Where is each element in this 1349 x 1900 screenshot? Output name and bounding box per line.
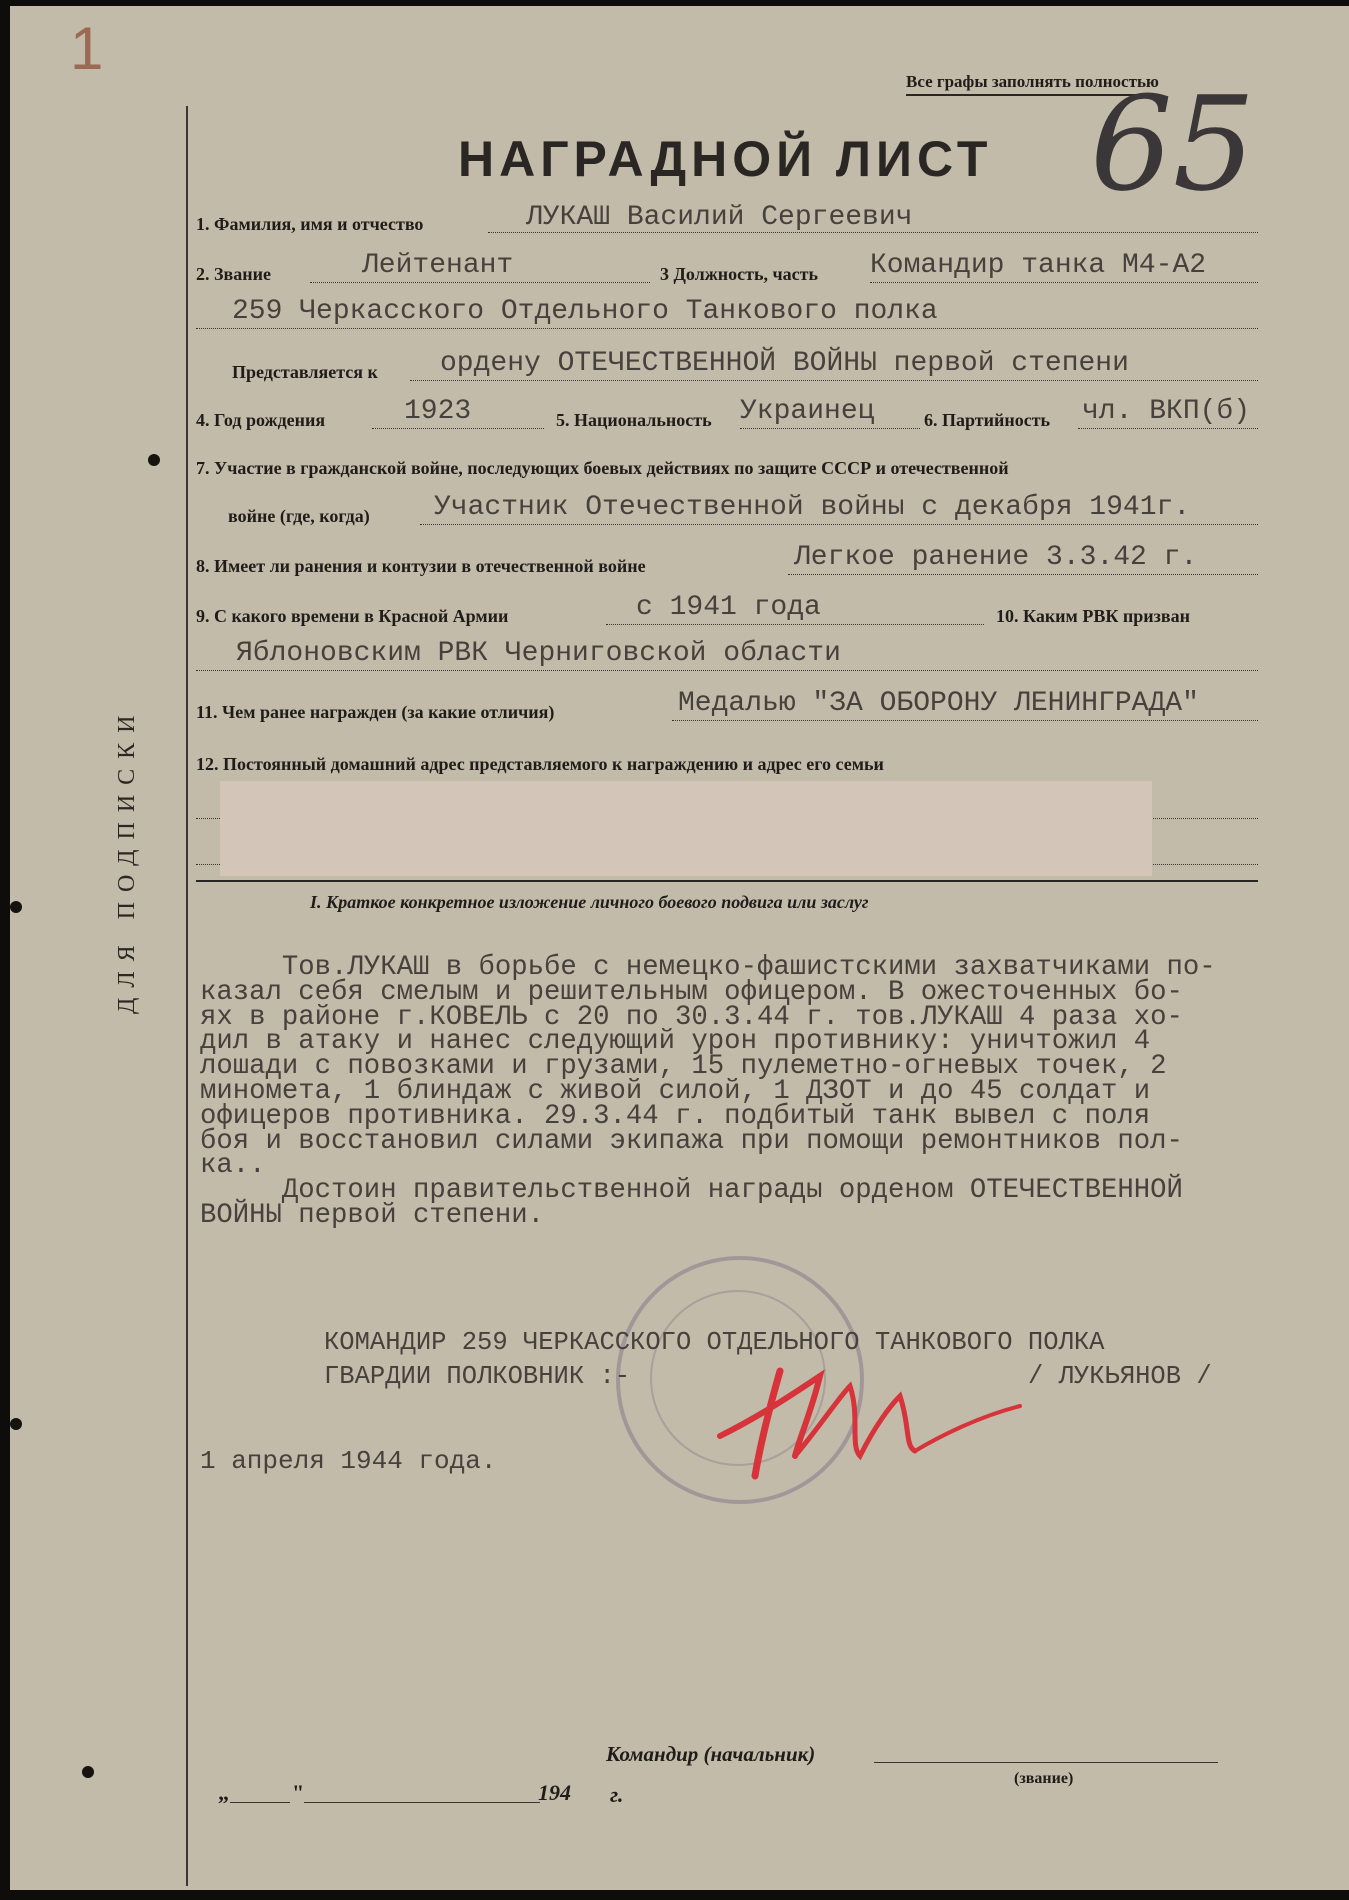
field-5-label: 5. Национальность [556,410,712,430]
binding-hole [10,901,22,913]
header-note: Все графы заполнять полностью [906,72,1159,96]
footer-date-open-quote: „ [218,1780,229,1805]
field-3-value: Командир танка М4-А2 [870,250,1207,281]
field-3-value-cont: 259 Черкасского Отдельного Танкового полка [232,296,938,327]
narrative-line: ВОЙНЫ первой степени. [200,1199,544,1231]
field-9-value: с 1941 года [636,592,821,623]
footer-year-suffix: г. [610,1782,624,1807]
field-8-label: 8. Имеет ли ранения и контузии в отечественной войне [196,556,646,576]
narrative [200,952,1216,1231]
document-sheet [10,6,1349,1890]
field-7-label: 7. Участие в гражданской войне, последующих боевых действиях по защите СССР и отечественной [196,458,1009,478]
field-10-value: Яблоновским РВК Черниговской области [236,638,841,669]
field-8-value: Легкое ранение 3.3.42 г. [794,542,1198,573]
narrative-line: Тов.ЛУКАШ в борьбе с немецко-фашистскими захватчиками по- [200,952,1216,983]
footer-date-close-quote: " [292,1780,305,1805]
field-10-label: 10. Каким РВК призван [996,606,1190,626]
field-2-value: Лейтенант [362,250,514,281]
section-title: I. Краткое конкретное изложение личного боевого подвига или заслуг [310,892,869,912]
binding-hole [10,1418,22,1430]
field-1-label: 1. Фамилия, имя и отчество [196,214,424,234]
signature-line-1: КОМАНДИР 259 ЧЕРКАССКОГО ОТДЕЛЬНОГО ТАНКОВОГО ПОЛКА [324,1328,1105,1357]
field-2-label: 2. Звание [196,264,271,284]
margin-rule [186,106,188,1886]
archive-corner-number: 1 [70,15,104,82]
footer-commander-label: Командир (начальник) [606,1742,816,1766]
field-9-label: 9. С какого времени в Красной Армии [196,606,509,626]
binding-hole [82,1766,94,1778]
nominated-value: ордену ОТЕЧЕСТВЕННОЙ ВОЙНЫ первой степени [440,348,1129,379]
field-4-label: 4. Год рождения [196,410,326,430]
field-1-value: ЛУКАШ Василий Сергеевич [526,202,913,233]
handwritten-number: 65 [1090,68,1256,220]
field-6-label: 6. Партийность [924,410,1051,430]
signature-line-2-right: / ЛУКЬЯНОВ / [1028,1362,1212,1391]
footer-year-prefix: 194 [538,1780,571,1805]
field-11-value: Медалью "ЗА ОБОРОНУ ЛЕНИНГРАДА" [678,688,1199,719]
field-3-label: 3 Должность, часть [660,264,819,284]
narrative-line: дил в атаку и нанес следующий урон противнику: уничтожил 4 [200,1026,1151,1058]
narrative-line: казал себя смелым и решительным офицером. В ожесточенных бо- [200,976,1183,1008]
field-11-label: 11. Чем ранее награжден (за какие отличия) [196,702,555,722]
field-7-value: Участник Отечественной войны с декабря 1941г. [434,492,1191,523]
narrative-line: лошади с повозками и грузами, 15 пулеметно-огневых точек, 2 [200,1051,1167,1083]
signature-date: 1 апреля 1944 года. [200,1446,497,1476]
field-4-value: 1923 [404,396,472,427]
redacted-address [220,781,1152,876]
page-title: НАГРАДНОЙ ЛИСТ [458,131,993,187]
footer-rank-label: (звание) [1014,1770,1074,1787]
narrative-line: боя и восстановил силами экипажа при помощи ремонтников пол- [200,1125,1183,1157]
nominated-label: Представляется к [232,362,378,382]
handwritten-signature [700,1336,1030,1496]
narrative-line: миномета, 1 блиндаж с живой силой, 1 ДЗОТ и до 45 солдат и [200,1075,1151,1107]
narrative-line: ка.. [200,1150,266,1182]
narrative-line: Достоин правительственной награды орденом ОТЕЧЕСТВЕННОЙ [200,1175,1183,1207]
binding-hole [148,454,160,466]
signature-line-2-left: ГВАРДИИ ПОЛКОВНИК :- [324,1362,631,1391]
field-5-value: Украинец [740,396,875,427]
narrative-line: ях в районе г.КОВЕЛЬ с 20 по 30.3.44 г. тов.ЛУКАШ 4 раза хо- [200,1001,1183,1033]
field-12-label: 12. Постоянный домашний адрес представляемого к награждению и адрес его семьи [196,754,884,774]
field-6-value: чл. ВКП(б) [1082,396,1251,427]
field-7-label-cont: войне (где, когда) [228,506,370,526]
side-label: ДЛЯ ПОДПИСКИ [114,705,140,1014]
narrative-line: офицеров противника. 29.3.44 г. подбитый танк вывел с поля [200,1100,1151,1132]
